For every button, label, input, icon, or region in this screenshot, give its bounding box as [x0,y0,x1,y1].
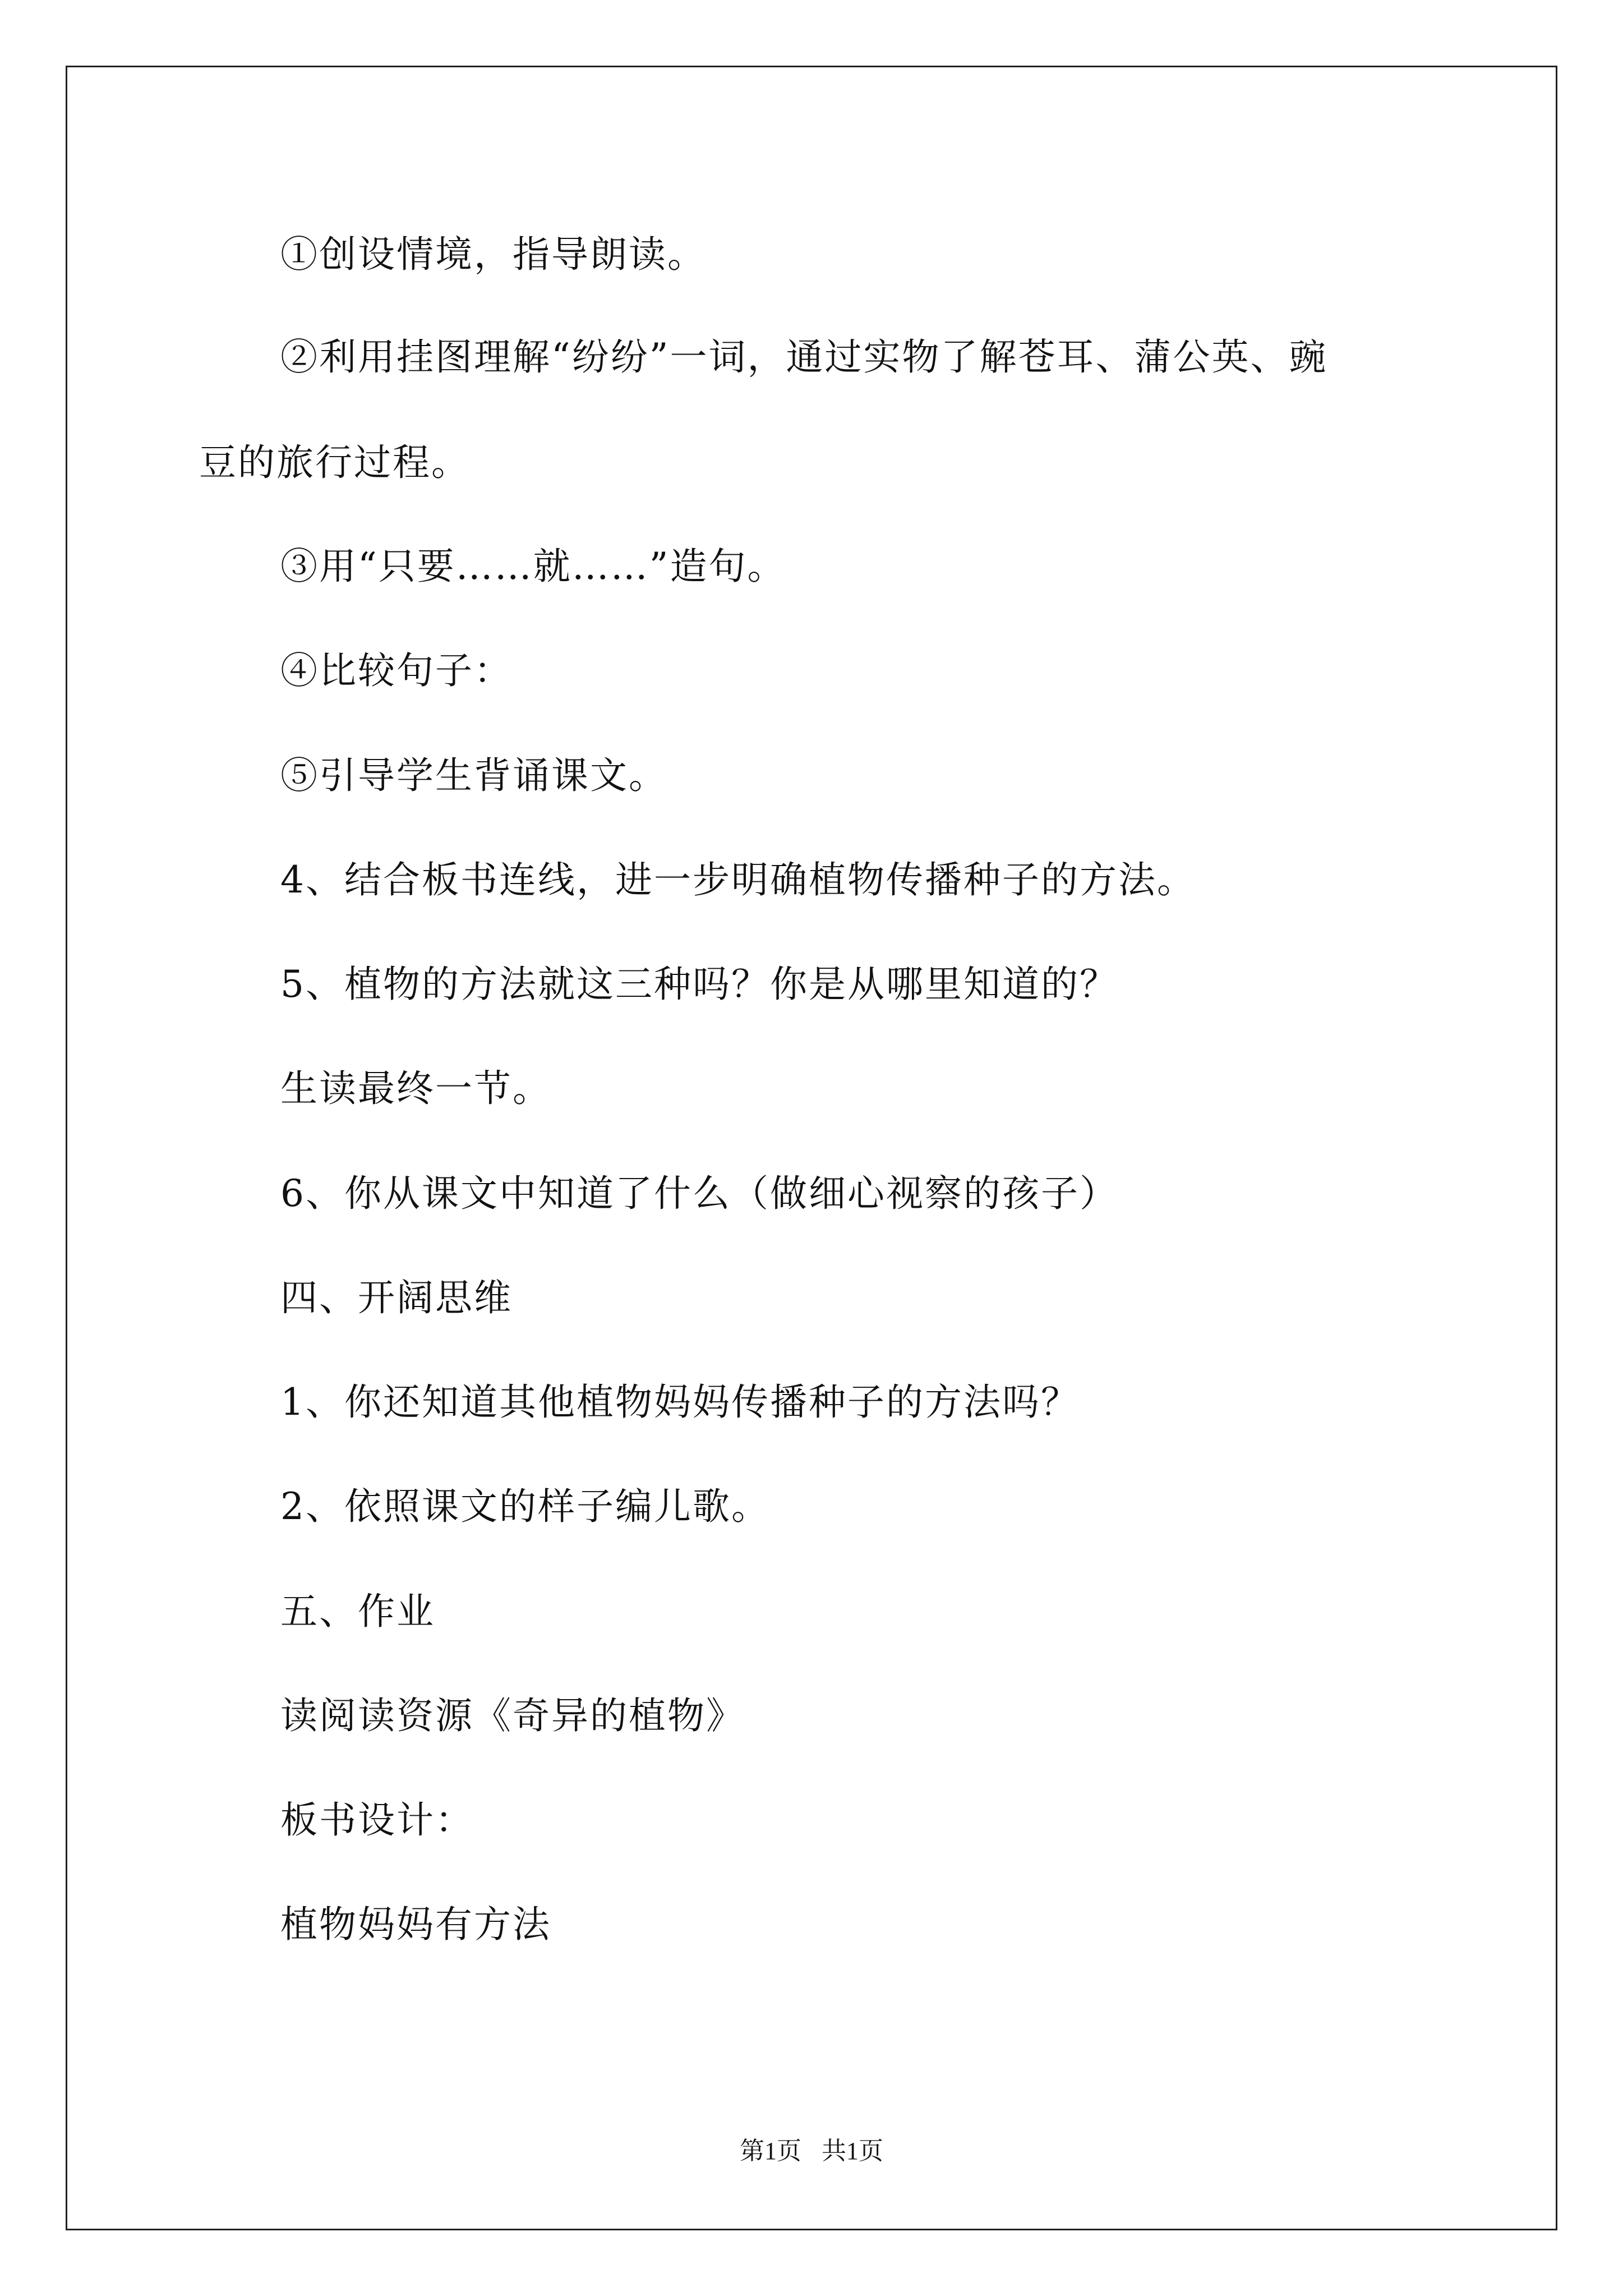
text-line-11: 四、开阔思维 [280,1276,513,1319]
text-line-3: 豆的旅行过程。 [199,441,470,484]
text-line-13: 2、依照课文的样子编儿歌。 [280,1485,770,1528]
text-line-1: ①创设情境，指导朗读。 [280,233,706,276]
text-line-16: 板书设计： [280,1798,474,1842]
footer-page-total: 共1页 [822,2137,883,2165]
text-line-4: ③用“只要……就……”造句。 [280,545,786,588]
text-line-10: 6、你从课文中知道了什么（做细心视察的孩子） [280,1172,1118,1215]
text-line-2: ②利用挂图理解“纷纷”一词，通过实物了解苍耳、蒲公英、豌 [280,335,1328,379]
text-line-17: 植物妈妈有方法 [280,1903,551,1946]
text-line-8: 5、植物的方法就这三种吗？你是从哪里知道的？ [280,963,1118,1006]
text-line-14: 五、作业 [280,1590,435,1633]
footer-page-number: 第1页 [740,2137,801,2165]
text-line-5: ④比较句子： [280,649,513,692]
text-line-15: 读阅读资源《奇异的植物》 [280,1694,745,1737]
page-footer [0,2136,1623,2166]
text-line-6: ⑤引导学生背诵课文。 [280,754,667,797]
text-line-7: 4、结合板书连线，进一步明确植物传播种子的方法。 [280,858,1196,901]
text-line-9: 生读最终一节。 [280,1067,551,1110]
text-line-12: 1、你还知道其他植物妈妈传播种子的方法吗？ [280,1381,1080,1424]
